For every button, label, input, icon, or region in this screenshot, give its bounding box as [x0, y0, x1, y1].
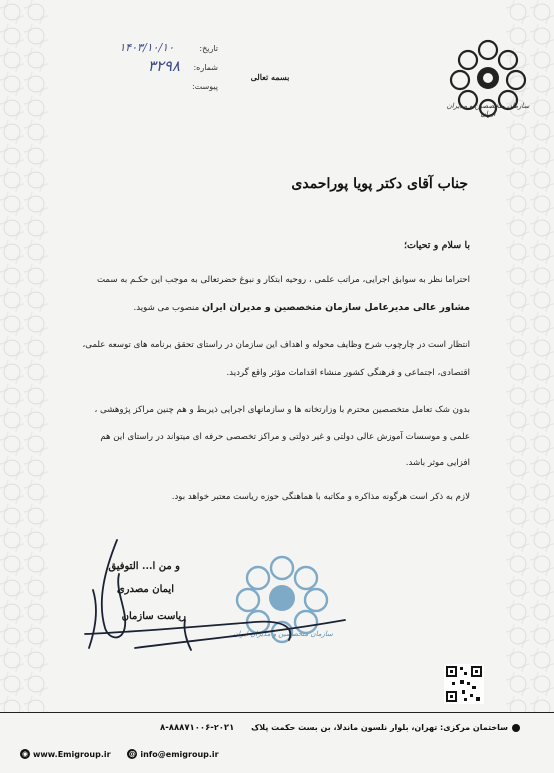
decorative-pattern-left [0, 0, 48, 713]
addressee: جناب آقای دکتر پویا پوراحمدی [291, 176, 468, 192]
number-label: شماره: [193, 63, 218, 72]
footer-website[interactable]: www.Emigroup.ir [33, 749, 111, 759]
paragraph-1-line-2 [60, 302, 470, 313]
footer-contact-line [20, 749, 233, 759]
qr-code-icon [444, 664, 484, 704]
date-value: ۱۴۰۳/۱۰/۱۰ [119, 41, 174, 54]
address-marker-icon [512, 724, 520, 732]
footer-address: ساختمان مرکزی: تهران، بلوار نلسون ماندلا، بن بست حکمت پلاک ۲ [213, 723, 508, 732]
appointment-title: مشاور عالی مدیرعامل سازمان متخصصین و مدیران ایران [201, 302, 470, 313]
organization-name: سازمان متخصصین و مدیران ایران [446, 102, 530, 118]
number-row [88, 59, 218, 78]
letter-footer [0, 712, 554, 773]
salutation: با سلام و تحیات؛ [403, 240, 470, 251]
signatory-title: ریاست سازمان [121, 611, 186, 622]
globe-icon: ◉ [21, 750, 29, 758]
paragraph-3-line-1: بدون شک تعامل متخصصین محترم با وزارتخانه ها و سازمانهای اجرایی ذیربط و هم چنین مراکز پژوهشی ، [94, 405, 470, 415]
paragraph-4: لازم به ذکر است هرگونه مذاکره و مکاتبه با هماهنگی حوزه ریاست معتبر خواهد بود. [171, 492, 470, 502]
date-label: تاریخ: [199, 44, 218, 53]
attachment-row [88, 78, 218, 97]
footer-email[interactable]: info@emigroup.ir [140, 749, 219, 759]
handwritten-signature-icon [75, 530, 355, 670]
paragraph-3-line-2: علمی و موسسات آموزش عالی دولتی و غیر دولتی و مراکز تخصصی حرفه ای میتواند در راستای این هم [100, 432, 470, 442]
footer-phone: ۰۲۱-۸۸۸۷۱۰۰۶-۸ [160, 723, 235, 733]
signature-closing: و من ا... التوفیق [108, 561, 180, 572]
letter-meta [88, 40, 218, 97]
paragraph-3-line-3: افزایی موثر باشد. [405, 458, 470, 468]
signatory-name: ایمان مصدری [116, 584, 174, 595]
attachment-label: پیوست: [191, 82, 218, 91]
besmeh-text: بسمه تعالی [250, 72, 290, 82]
paragraph-1-line-1: احتراما نظر به سوابق اجرایی، مراتب علمی ، روحیه ابتکار و نبوغ حضرتعالی به موجب این حکـم به سمت [96, 275, 470, 285]
number-value: ۳۲۹۸ [147, 57, 180, 75]
paragraph-2-line-2: اقتصادی، اجتماعی و فرهنگی کشور منشاء اقدامات مؤثر واقع گردید. [226, 368, 470, 378]
footer-address-line [160, 723, 520, 733]
email-icon: @ [128, 750, 136, 758]
appointment-rest: منصوب می شوید. [133, 303, 202, 313]
stamp-org-name: سازمان متخصصین و مدیران ایران [233, 630, 333, 638]
paragraph-2-line-1: انتظار است در چارچوب شرح وظایف محوله و اهداف این سازمان در راستای تحقق برنامه های توسعه علمی، [82, 340, 470, 350]
